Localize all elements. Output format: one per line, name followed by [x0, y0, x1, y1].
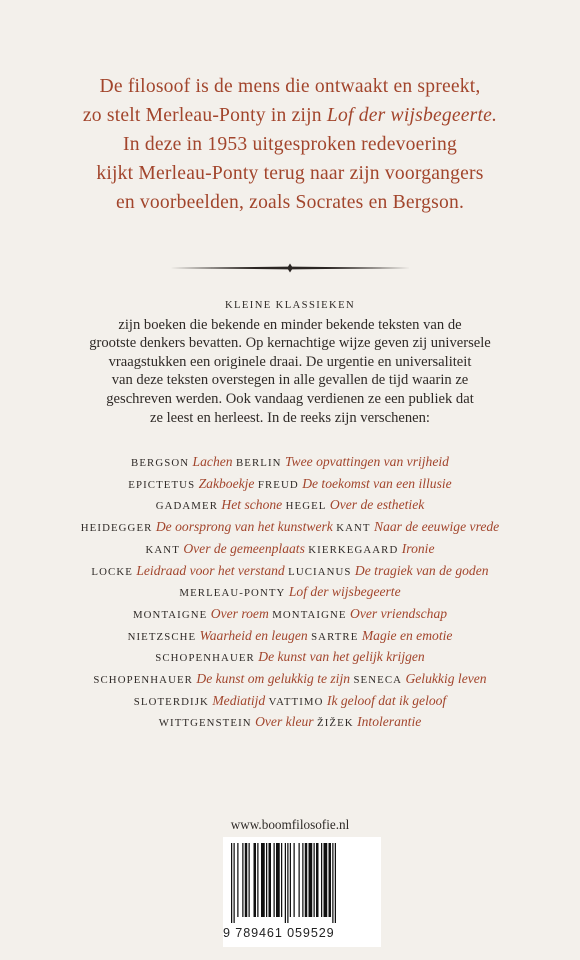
- book-author: VATTIMO: [268, 695, 324, 708]
- book-title: Ironie: [401, 540, 435, 556]
- book-author: SLOTERDIJK: [133, 695, 209, 708]
- barcode-bar: [234, 843, 235, 923]
- book-author: SCHOPENHAUER: [93, 674, 193, 687]
- barcode-bar: [245, 843, 248, 917]
- barcode-bar: [249, 843, 250, 917]
- barcode-bar: [266, 843, 267, 917]
- barcode-bar: [302, 843, 303, 917]
- book-list-line: [0, 495, 580, 517]
- barcode-bar: [276, 843, 280, 917]
- book-title: Gelukkig leven: [405, 671, 487, 687]
- book-title: Twee opvattingen van vrijheid: [284, 454, 449, 469]
- book-list-line: [0, 691, 580, 713]
- book-list-line: [0, 582, 580, 604]
- book-title: De tragiek van de goden: [354, 562, 489, 578]
- book-author: HEGEL: [285, 500, 327, 513]
- barcode-bar: [281, 843, 282, 917]
- book-list-line: [0, 452, 580, 474]
- barcode-bar: [305, 843, 308, 917]
- book-title: Over de esthetiek: [329, 497, 425, 513]
- book-title: Magie en emotie: [361, 627, 453, 643]
- book-author: KANT: [336, 522, 371, 535]
- book-title: Naar de eeuwige vrede: [374, 519, 500, 535]
- book-title: Over vriendschap: [350, 605, 448, 621]
- barcode-bar: [299, 843, 300, 917]
- book-author: BERGSON: [131, 457, 190, 469]
- barcode-bar: [231, 843, 232, 923]
- book-list-line: [0, 474, 580, 496]
- barcode-bar: [254, 843, 257, 917]
- book-list-line: [0, 561, 580, 583]
- book-title: Lof der wijsbegeerte: [288, 584, 401, 600]
- book-title: Leidraad voor het verstand: [136, 562, 285, 578]
- book-author: MONTAIGNE: [132, 608, 208, 621]
- book-title: Over kleur: [255, 714, 314, 730]
- book-author: KANT: [145, 543, 180, 556]
- book-title: Het schone: [221, 497, 283, 513]
- book-list: [0, 452, 580, 734]
- book-list-line: [0, 604, 580, 626]
- book-list-line: [0, 517, 580, 539]
- book-title: Over de gemeenplaats: [183, 540, 305, 556]
- back-cover-blurb: [0, 72, 580, 217]
- series-name: KLEINE KLASSIEKEN: [224, 300, 356, 311]
- book-title: De oorsprong van het kunstwerk: [155, 519, 333, 535]
- intro-line: geschreven werden. Ook vandaag verdienen ze een publiek dat: [106, 390, 474, 407]
- intro-line: zijn boeken die bekende en minder bekende teksten van de: [118, 316, 462, 333]
- book-title: De toekomst van een illusie: [302, 475, 452, 491]
- barcode-bar: [287, 843, 288, 923]
- book-title: Lachen: [192, 454, 233, 469]
- book-author: ŽIŽEK: [317, 717, 354, 730]
- blurb-line: De filosoof is de mens die ontwaakt en spreekt,: [99, 76, 481, 97]
- barcode-bar: [242, 843, 243, 917]
- book-list-line: [0, 539, 580, 561]
- intro-line: van deze teksten overstegen in alle gevallen de tijd waarin ze: [111, 372, 469, 389]
- book-title: Mediatijd: [212, 692, 266, 708]
- blurb-line: en voorbeelden, zoals Socrates en Bergson.: [115, 192, 465, 213]
- book-author: WITTGENSTEIN: [158, 717, 252, 730]
- book-list-line: [0, 669, 580, 691]
- book-author: SENECA: [353, 674, 403, 687]
- decorative-divider-icon: [170, 262, 410, 274]
- barcode-bar: [294, 843, 295, 917]
- book-author: FREUD: [257, 478, 299, 491]
- barcode-bar: [269, 843, 272, 917]
- book-list-line: [0, 712, 580, 734]
- barcode-bar: [309, 843, 313, 917]
- intro-line: ze leest en herleest. In de reeks zijn verschenen:: [150, 409, 430, 426]
- intro-line: grootste denkers bevatten. Op kernachtige wijze geven zij universele: [89, 335, 491, 352]
- book-author: LUCIANUS: [288, 565, 352, 578]
- barcode-bar: [261, 843, 265, 917]
- blurb-book-title: Lof der wijsbegeerte.: [326, 105, 498, 126]
- barcode-bar: [314, 843, 315, 917]
- book-author: SARTRE: [311, 630, 359, 643]
- barcode-bar: [274, 843, 275, 917]
- blurb-line: In deze in 1953 uitgesproken redevoering: [123, 134, 457, 155]
- blurb-line: [0, 101, 580, 130]
- book-list-line: [0, 626, 580, 648]
- book-author: KIERKEGAARD: [308, 543, 399, 556]
- book-title: Over roem: [210, 605, 269, 621]
- barcode-bar: [321, 843, 322, 917]
- book-title: Intolerantie: [357, 714, 422, 730]
- barcode-bar: [332, 843, 333, 923]
- book-author: HEIDEGGER: [80, 522, 153, 535]
- barcode-bar: [329, 843, 332, 917]
- blurb-line: kijkt Merleau-Ponty terug naar zijn voorgangers: [96, 163, 484, 184]
- book-title: De kunst van het gelijk krijgen: [258, 649, 425, 665]
- barcode-bar: [324, 843, 328, 917]
- book-title: Ik geloof dat ik geloof: [326, 692, 447, 708]
- series-intro: [0, 297, 580, 427]
- book-author: MERLEAU-PONTY: [179, 587, 286, 600]
- barcode-bar: [316, 843, 319, 917]
- barcode-bar: [285, 843, 286, 923]
- barcode-icon: [223, 837, 381, 923]
- book-author: GADAMER: [155, 500, 219, 513]
- book-author: MONTAIGNE: [272, 608, 347, 621]
- barcode-bar: [257, 843, 258, 917]
- book-title: Waarheid en leugen: [199, 627, 308, 643]
- barcode-bar: [335, 843, 336, 923]
- barcode-bar: [237, 843, 238, 917]
- book-author: LOCKE: [91, 565, 133, 578]
- intro-line: vraagstukken een originele draai. De urgentie en universaliteit: [108, 353, 472, 370]
- book-title: Zakboekje: [198, 475, 255, 491]
- book-list-line: [0, 647, 580, 669]
- barcode-bar: [290, 843, 291, 917]
- blurb-text: zo stelt Merleau-Ponty in zijn: [82, 105, 327, 126]
- book-author: SCHOPENHAUER: [155, 652, 255, 665]
- book-title: De kunst om gelukkig te zijn: [196, 671, 351, 687]
- book-author: NIETZSCHE: [127, 630, 197, 643]
- isbn-number: 9 789461 059529: [223, 926, 335, 940]
- book-author: BERLIN: [235, 457, 282, 469]
- website-url: www.boomfilosofie.nl: [230, 817, 350, 832]
- book-author: EPICTETUS: [128, 478, 196, 491]
